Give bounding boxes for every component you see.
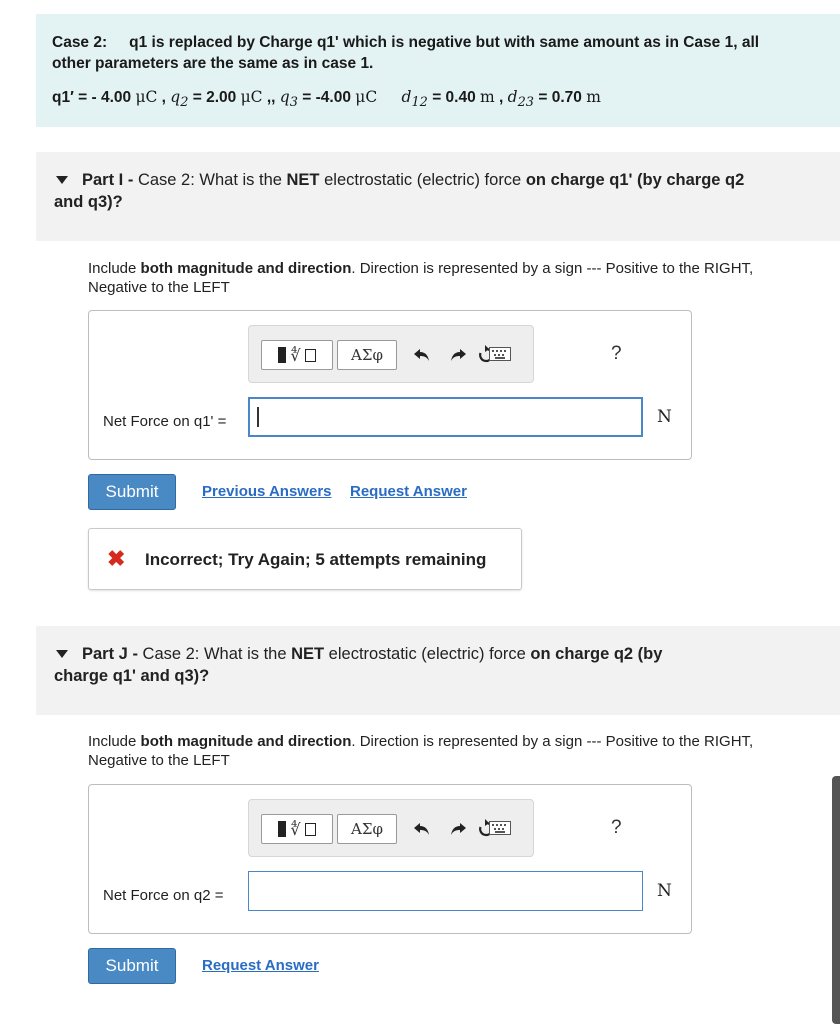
- q1-label: q1′: [52, 89, 74, 106]
- instr-line2: Negative to the LEFT: [88, 752, 230, 769]
- part-j-question-text: Case 2: What is the: [137, 645, 292, 663]
- undo-icon[interactable]: [411, 818, 433, 840]
- text-cursor: [257, 407, 259, 427]
- case-text: [52, 32, 840, 74]
- d23-label: d: [507, 88, 518, 106]
- instr-pre: Include: [88, 733, 141, 750]
- undo-icon[interactable]: [411, 344, 433, 366]
- scrollbar[interactable]: [832, 776, 840, 1024]
- unit-label: N: [657, 881, 672, 901]
- case-parameters: q1′ = - 4.00 μC , $q_2 = 2.00$ μC ,, $q_3 = -4.00$ μC $d_{12} = 0.40$ m , $d_{23} = 0.70$ m: [52, 88, 601, 111]
- q1-unit: μC: [135, 88, 158, 106]
- collapse-caret-icon[interactable]: [56, 176, 68, 184]
- greek-symbols-icon[interactable]: ΑΣφ: [337, 814, 397, 844]
- feedback-message: [88, 528, 522, 590]
- part-i-label: Part I -: [82, 171, 134, 189]
- part-j-net: NET: [291, 645, 325, 663]
- templates-icon[interactable]: ∜: [261, 814, 333, 844]
- collapse-caret-icon[interactable]: [56, 650, 68, 658]
- q2-label: q: [170, 88, 181, 106]
- part-j-header[interactable]: [36, 626, 840, 715]
- templates-icon[interactable]: ∜: [261, 340, 333, 370]
- part-i-question-target: on charge q1' (by charge q2: [525, 171, 745, 189]
- instr-post: . Direction is represented by a sign --- Positive to the RIGHT,: [351, 260, 754, 277]
- q2-sub: 2: [180, 95, 189, 111]
- q3-sub: 3: [289, 95, 298, 111]
- instr-post: . Direction is represented by a sign --- Positive to the RIGHT,: [351, 733, 754, 750]
- redo-icon[interactable]: [447, 344, 469, 366]
- instr-pre: Include: [88, 260, 141, 277]
- d12-label: d: [401, 88, 412, 106]
- greek-symbols-icon[interactable]: ΑΣφ: [337, 340, 397, 370]
- submit-button[interactable]: Submit: [88, 948, 176, 984]
- part-i-question-text2: electrostatic (electric) force: [319, 171, 526, 189]
- previous-answers-link[interactable]: Previous Answers: [202, 483, 332, 500]
- q3-unit: μC: [355, 88, 378, 106]
- part-i-net: NET: [286, 171, 320, 189]
- unit-label: N: [657, 407, 672, 427]
- q1-value: = - 4.00: [78, 89, 132, 106]
- d12-value: = 0.40: [432, 89, 476, 106]
- part-i-instructions: [88, 259, 840, 297]
- d23-unit: m: [586, 88, 601, 106]
- help-icon[interactable]: ?: [611, 343, 622, 364]
- d23-sub: 23: [517, 95, 535, 111]
- feedback-text: Incorrect; Try Again; 5 attempts remaining: [145, 550, 487, 569]
- q2-value: = 2.00: [192, 89, 237, 106]
- part-i-answer-box: [88, 310, 692, 460]
- q3-label: q: [279, 88, 290, 106]
- net-force-q2-label: Net Force on q2 =: [103, 887, 224, 904]
- case-description: [36, 14, 840, 127]
- instr-line2: Negative to the LEFT: [88, 279, 230, 296]
- d23-value: = 0.70: [538, 89, 582, 106]
- net-force-q1-input[interactable]: [248, 397, 643, 437]
- part-j-label: Part J -: [82, 645, 138, 663]
- d12-sub: 12: [411, 95, 428, 111]
- case-title: Case 2:: [52, 34, 108, 51]
- instr-bold: both magnitude and direction: [140, 733, 352, 750]
- q3-value: = -4.00: [302, 89, 351, 106]
- keyboard-icon[interactable]: [487, 343, 513, 365]
- d12-unit: m: [480, 88, 495, 106]
- instr-bold: both magnitude and direction: [140, 260, 352, 277]
- part-j-question-line2: charge q1' and q3)?: [54, 667, 210, 685]
- x-mark-icon: ✖: [107, 546, 126, 571]
- part-i-question-text: Case 2: What is the: [133, 171, 287, 189]
- part-i-header[interactable]: [36, 152, 840, 241]
- part-j-instructions: [88, 732, 840, 770]
- part-j-question-target: on charge q2 (by: [530, 645, 663, 663]
- part-j-answer-box: [88, 784, 692, 934]
- case-text-line1: q1 is replaced by Charge q1' which is negative but with same amount as in Case 1, all: [129, 34, 760, 51]
- q2-unit: μC: [240, 88, 263, 106]
- part-j-question-text2: electrostatic (electric) force: [324, 645, 531, 663]
- keyboard-icon[interactable]: [487, 817, 513, 839]
- request-answer-link[interactable]: Request Answer: [350, 483, 467, 500]
- redo-icon[interactable]: [447, 818, 469, 840]
- net-force-q2-input[interactable]: [248, 871, 643, 911]
- help-icon[interactable]: ?: [611, 817, 622, 838]
- part-i-question-line2: and q3)?: [54, 193, 123, 211]
- submit-button[interactable]: Submit: [88, 474, 176, 510]
- request-answer-link[interactable]: Request Answer: [202, 957, 319, 974]
- case-text-line2: other parameters are the same as in case 1.: [52, 55, 374, 72]
- net-force-q1-label: Net Force on q1' =: [103, 413, 227, 430]
